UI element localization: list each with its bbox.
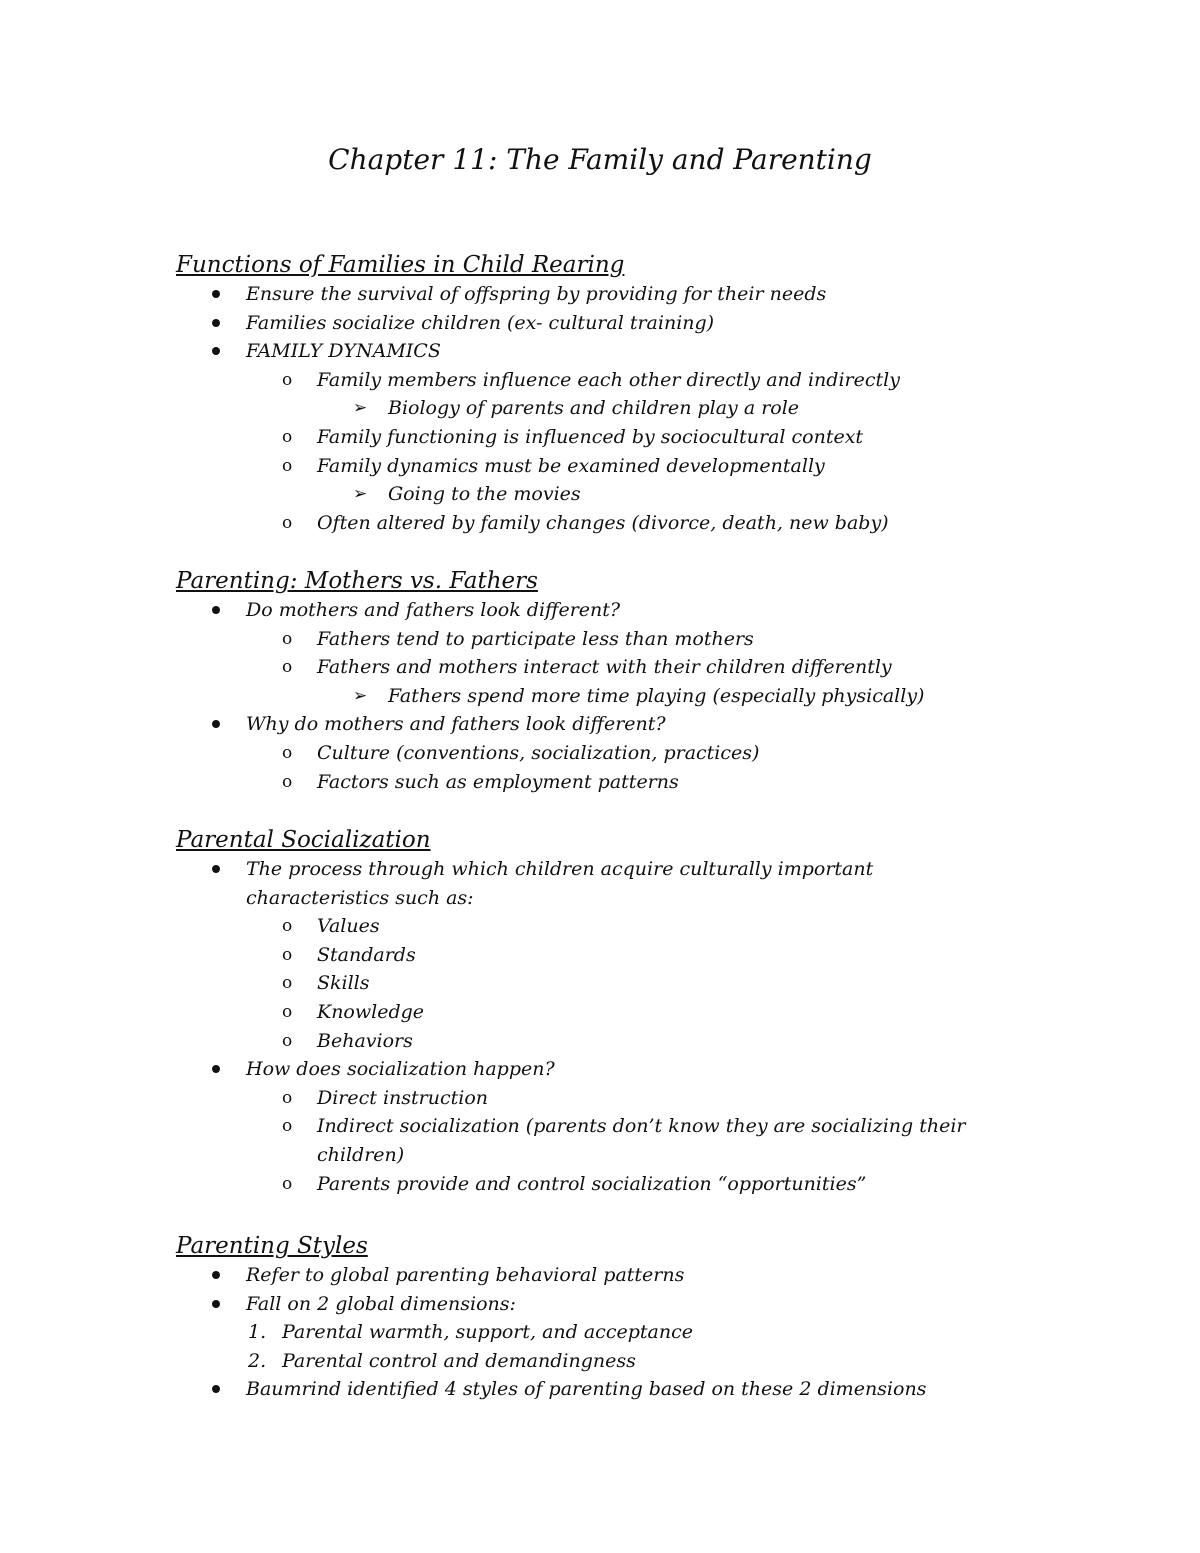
- list-item: o Behaviors: [176, 1027, 1016, 1056]
- list-item: Fall on 2 global dimensions:: [176, 1290, 1016, 1319]
- list-item: ➢ Biology of parents and children play a role: [176, 394, 1016, 423]
- circle-bullet-icon: o: [282, 1087, 293, 1108]
- list-item: The process through which children acquire culturally important characteristics such as:: [176, 855, 1016, 912]
- list-item: Refer to global parenting behavioral patterns: [176, 1261, 1016, 1290]
- circle-bullet-icon: o: [282, 1173, 293, 1194]
- circle-bullet-icon: o: [282, 973, 293, 994]
- section-heading: Parenting: Mothers vs. Fathers: [176, 568, 538, 594]
- section-heading: Functions of Families in Child Rearing: [176, 252, 625, 278]
- list-item: o Factors such as employment patterns: [176, 768, 1016, 797]
- arrow-bullet-icon: ➢: [353, 685, 368, 706]
- item-number: 2.: [248, 1349, 267, 1372]
- list-item: o Often altered by family changes (divorce, death, new baby): [176, 509, 1016, 538]
- list-item: Baumrind identified 4 styles of parenting based on these 2 dimensions: [176, 1375, 1016, 1404]
- circle-bullet-icon: o: [282, 657, 293, 678]
- section-parental-socialization: [176, 825, 1016, 1198]
- list-item: ➢ Fathers spend more time playing (especially physically): [176, 682, 1016, 711]
- list-item: Ensure the survival of offspring by providing for their needs: [176, 280, 1016, 309]
- list-item: o Direct instruction: [176, 1084, 1016, 1113]
- circle-bullet-icon: o: [282, 369, 293, 390]
- list-item: o Culture (conventions, socialization, practices): [176, 739, 1016, 768]
- circle-bullet-icon: o: [282, 628, 293, 649]
- section-functions-of-families: [176, 250, 1016, 537]
- list-item: ➢ Going to the movies: [176, 480, 1016, 509]
- circle-bullet-icon: o: [282, 771, 293, 792]
- page-title: Chapter 11: The Family and Parenting: [328, 143, 872, 176]
- arrow-bullet-icon: ➢: [353, 484, 368, 505]
- list-item: Families socialize children (ex- cultural training): [176, 309, 1016, 338]
- list-item: o Fathers tend to participate less than mothers: [176, 625, 1016, 654]
- bullet-list: [176, 855, 1016, 1198]
- section-heading: Parental Socialization: [176, 827, 431, 853]
- arrow-bullet-icon: ➢: [353, 398, 368, 419]
- list-item: o Standards: [176, 941, 1016, 970]
- numbered-item: 2. Parental control and demandingness: [176, 1347, 1016, 1376]
- list-item: o Values: [176, 912, 1016, 941]
- circle-bullet-icon: o: [282, 742, 293, 763]
- section-mothers-vs-fathers: [176, 566, 1016, 796]
- circle-bullet-icon: o: [282, 916, 293, 937]
- circle-bullet-icon: o: [282, 426, 293, 447]
- list-item: o Family dynamics must be examined developmentally: [176, 452, 1016, 481]
- section-heading: Parenting Styles: [176, 1233, 368, 1259]
- list-item: FAMILY DYNAMICS: [176, 337, 1016, 366]
- list-item: Why do mothers and fathers look different?: [176, 710, 1016, 739]
- circle-bullet-icon: o: [282, 944, 293, 965]
- list-item: o Skills: [176, 969, 1016, 998]
- list-item: How does socialization happen?: [176, 1055, 1016, 1084]
- list-item: o Family functioning is influenced by sociocultural context: [176, 423, 1016, 452]
- circle-bullet-icon: o: [282, 512, 293, 533]
- circle-bullet-icon: o: [282, 455, 293, 476]
- list-item: o Knowledge: [176, 998, 1016, 1027]
- numbered-item: 1. Parental warmth, support, and acceptance: [176, 1318, 1016, 1347]
- section-parenting-styles: [176, 1231, 1016, 1404]
- list-item: o Family members influence each other directly and indirectly: [176, 366, 1016, 395]
- list-item: Do mothers and fathers look different?: [176, 596, 1016, 625]
- bullet-list: [176, 596, 1016, 796]
- bullet-list: [176, 1261, 1016, 1404]
- bullet-list: [176, 280, 1016, 537]
- circle-bullet-icon: o: [282, 1030, 293, 1051]
- item-number: 1.: [248, 1321, 267, 1344]
- circle-bullet-icon: o: [282, 1001, 293, 1022]
- list-item: o Indirect socialization (parents don’t know they are socializing their children): [176, 1112, 1016, 1169]
- list-item: o Parents provide and control socialization “opportunities”: [176, 1170, 1016, 1199]
- circle-bullet-icon: o: [282, 1116, 293, 1137]
- list-item: o Fathers and mothers interact with their children differently: [176, 653, 1016, 682]
